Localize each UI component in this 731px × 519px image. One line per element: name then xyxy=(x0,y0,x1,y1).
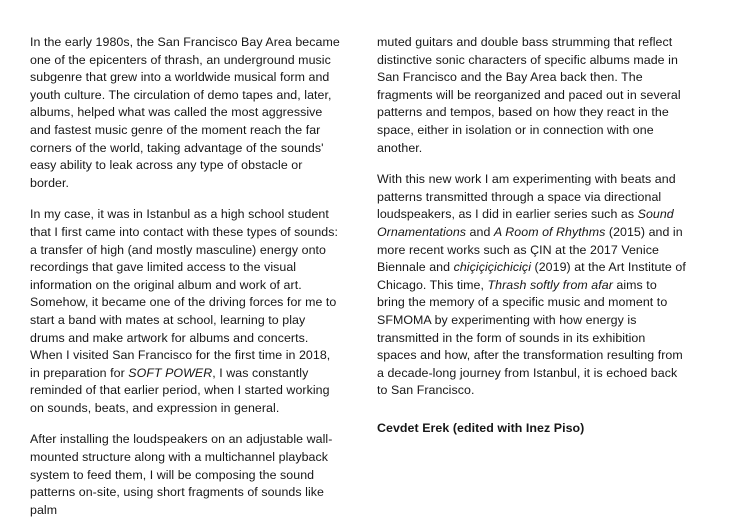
paragraph-5-run-5: (2015) and in more recent works such as ÇIN at the 2017 Venice Biennale and xyxy=(377,224,683,275)
paragraph-2-title-soft-power: SOFT POWER xyxy=(128,365,213,380)
paragraph-5-title-sound-ornamentations: Sound Ornamentations xyxy=(377,207,674,239)
paragraph-5-run-9: aims to bring the memory of a specific music and moment to SFMOMA by experimenting with how energy is transmitted in the form of sounds in its exhibition spaces and how, after the transformation resulting from a decade-long journey from Istanbul, it is echoed back to San Francisco. xyxy=(377,277,683,398)
paragraph-5-run-7: (2019) at the Art Institute of Chicago. This time, xyxy=(377,260,686,292)
paragraph-4: muted guitars and double bass strumming that reflect distinctive sonic characters of specific albums made in San Francisco and the Bay Area back then. The fragments will be reorganized and paced out in several patterns and tempos, based on how they react in the space, either in isolation or in connection with one another. xyxy=(377,35,681,155)
paragraph-2 xyxy=(30,206,341,417)
paragraph-5-title-a-room-of-rhythms: A Room of Rhythms xyxy=(493,224,606,239)
paragraph-5-title-thrash-softly-from-afar: Thrash softly from afar xyxy=(487,277,613,292)
paragraph-2-run-3: , I was constantly reminded of that earlier period, when I started working on sounds, beats, and expression in general. xyxy=(30,365,330,415)
right-column xyxy=(377,34,688,437)
paragraph-5 xyxy=(377,171,688,400)
paragraph-5-run-3: and xyxy=(466,224,494,239)
paragraph-2-run-1: In my case, it was in Istanbul as a high school student that I first came into contact with these types of sounds: a transfer of high (and mostly masculine) energy onto recordings that gave limited access to the visual information on the original album and work of art. Somehow, it became one of the driving forces for me to start a band with mates at school, learning to play drums and make artwork for albums and concerts. When I visited San Francisco for the first time in 2018, in preparation for xyxy=(30,207,339,380)
left-column xyxy=(30,34,341,519)
paragraph-5-title-chicicicichicici: chiçiçiçichiciçi xyxy=(453,260,532,275)
paragraph-3: After installing the loudspeakers on an adjustable wall-mounted structure along with a multichannel playback system to feed them, I will be composing the sound patterns on-site, using short fragments of sounds like palm xyxy=(30,432,333,517)
two-column-text-body xyxy=(30,34,703,517)
paragraph-1: In the early 1980s, the San Francisco Bay Area became one of the epicenters of thrash, an underground music subgenre that grew into a worldwide musical form and youth culture. The circulation of demo tapes and, later, albums, helped what was called the most aggressive and fastest music genre of the moment reach the far corners of the world, taking advantage of the sounds' easy ability to leak across any type of obstacle or border. xyxy=(30,35,340,190)
paragraph-5-run-1: With this new work I am experimenting with beats and patterns transmitted through a space via directional loudspeakers, as I did in earlier series such as xyxy=(377,172,676,222)
byline: Cevdet Erek (edited with Inez Piso) xyxy=(377,420,585,435)
